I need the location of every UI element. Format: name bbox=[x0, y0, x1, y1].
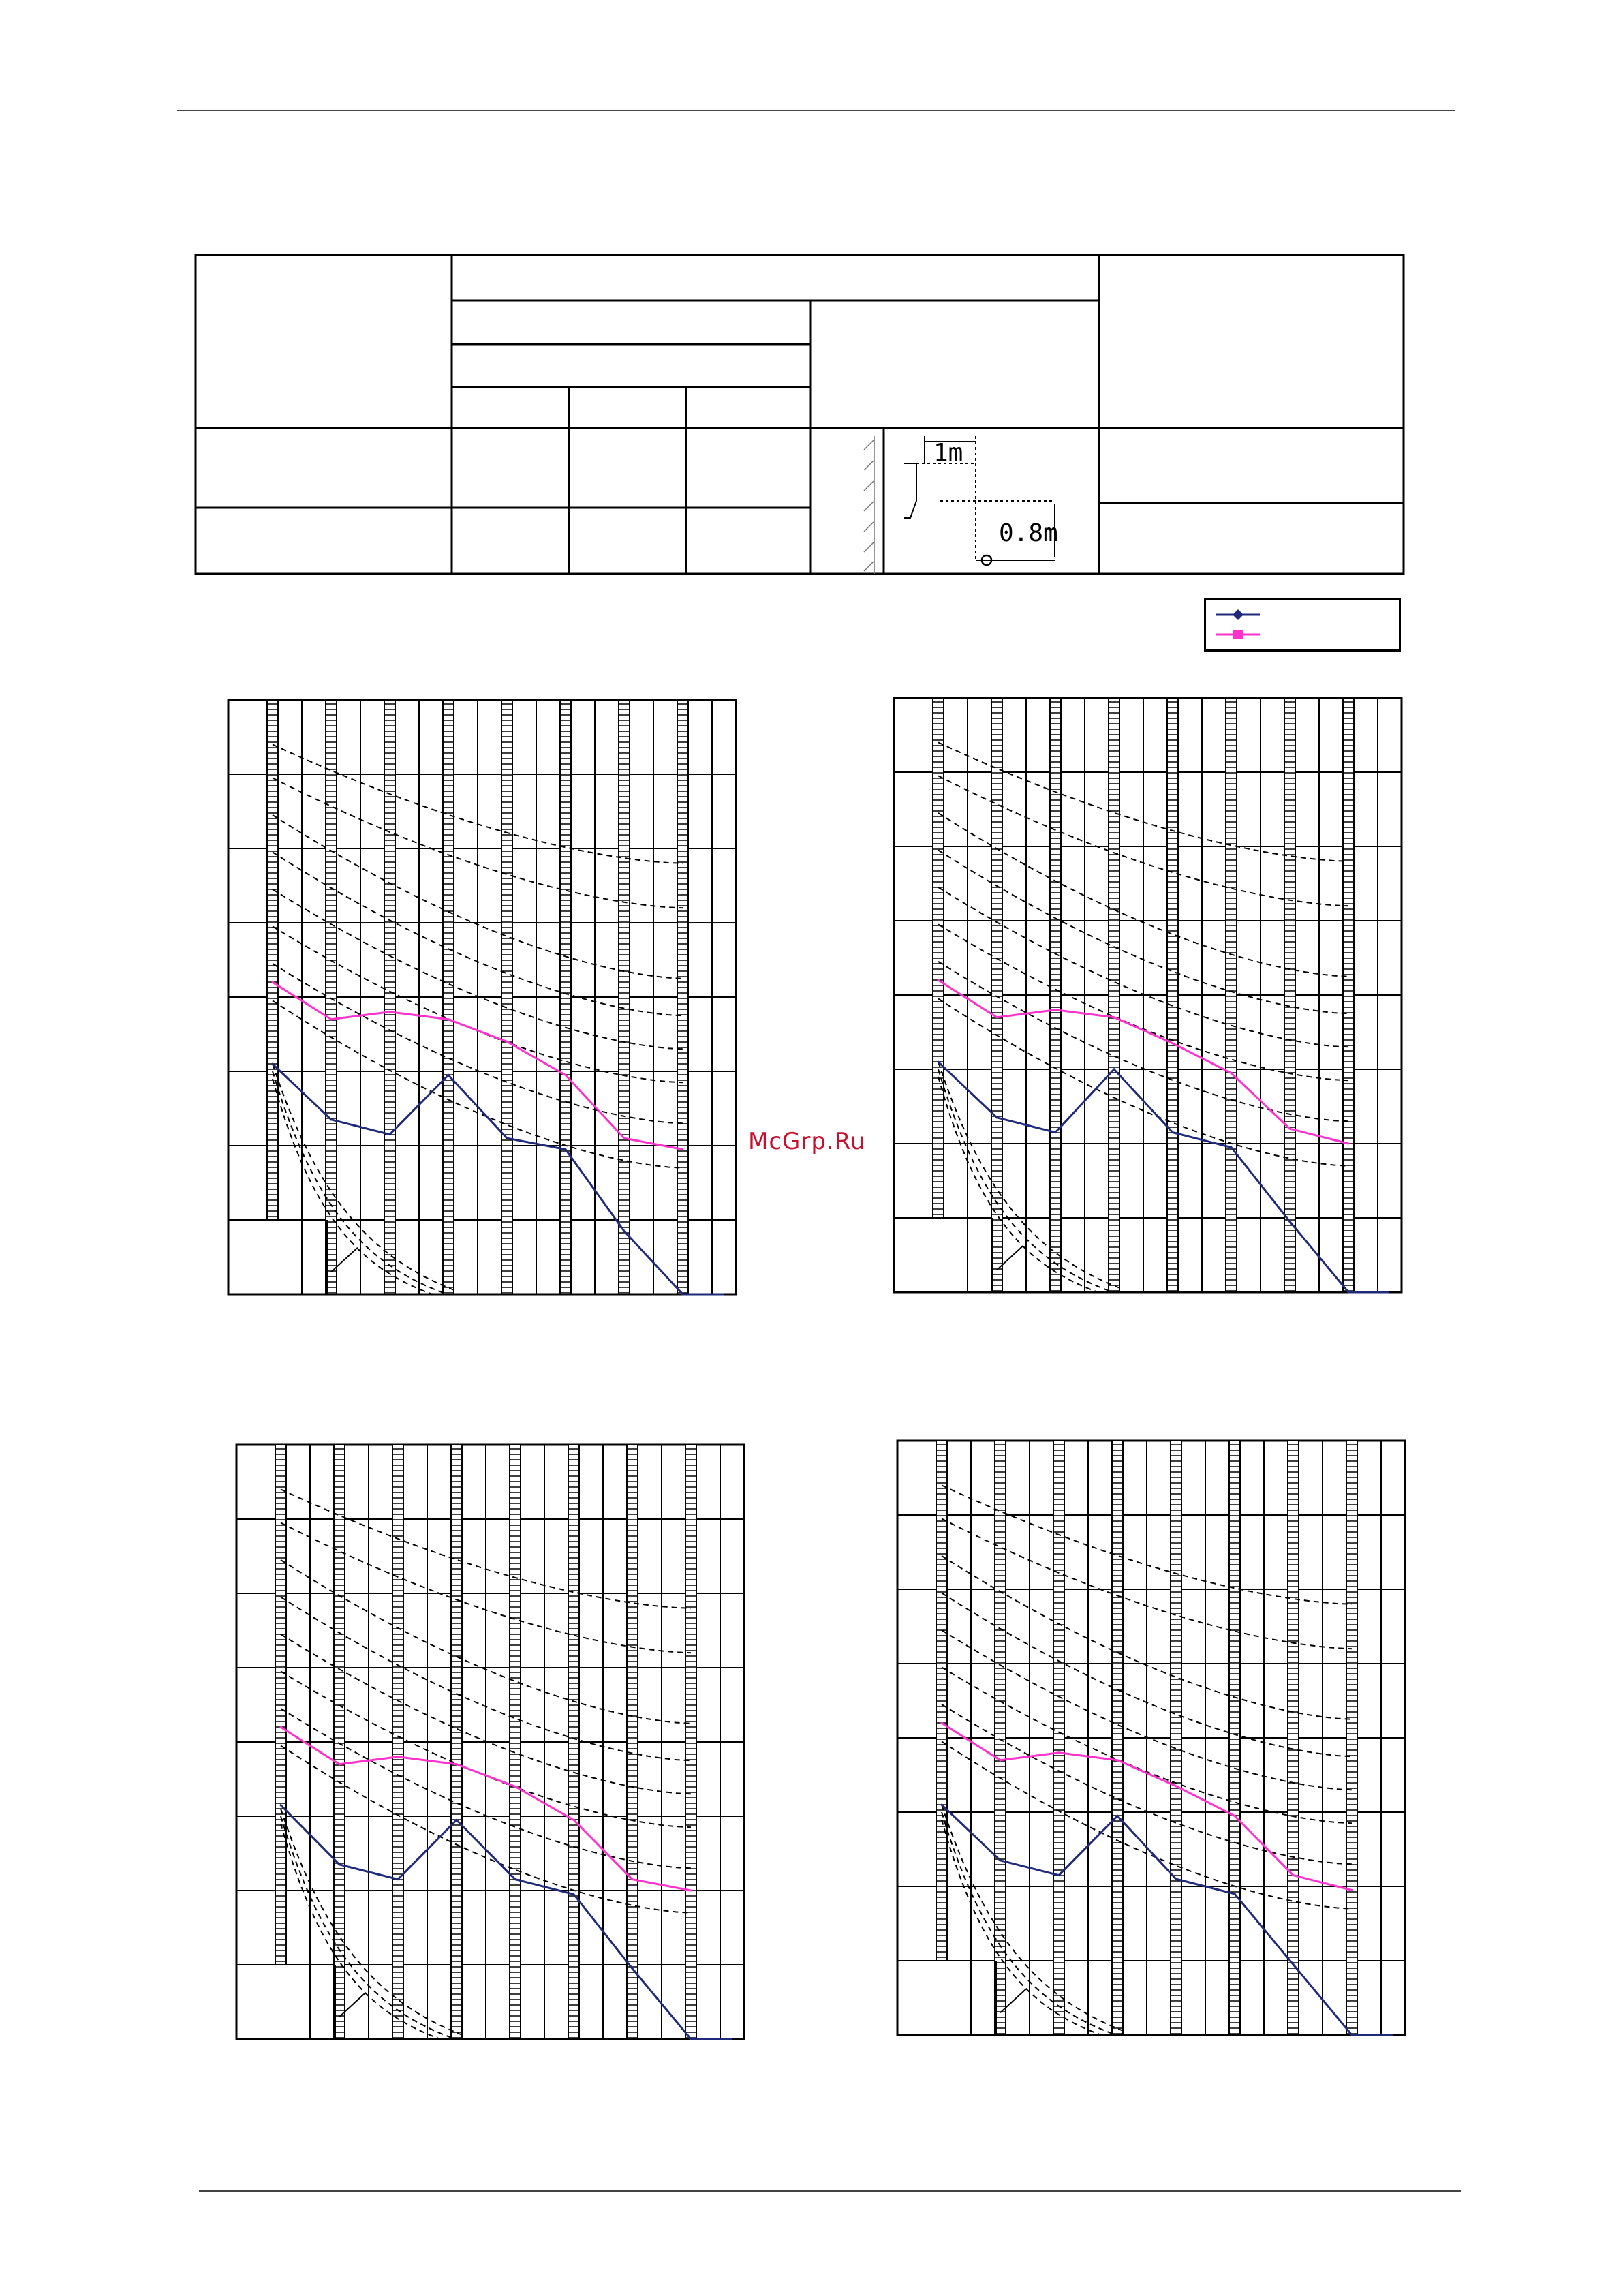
data-point bbox=[456, 1763, 458, 1765]
data-point bbox=[1000, 1859, 1002, 1861]
data-point bbox=[1234, 1815, 1236, 1817]
data-point bbox=[1117, 1759, 1119, 1761]
data-point bbox=[339, 1863, 341, 1865]
scale-column bbox=[1109, 698, 1119, 1292]
data-point bbox=[330, 1118, 333, 1120]
spec-table-border bbox=[196, 255, 1404, 574]
scale-column bbox=[568, 1445, 579, 2039]
scale-column-frame bbox=[1288, 1441, 1299, 2035]
scale-column-frame bbox=[1346, 1441, 1357, 2035]
data-point bbox=[448, 1018, 450, 1020]
scale-column-frame bbox=[1229, 1441, 1240, 2035]
data-point bbox=[632, 1878, 634, 1880]
data-point bbox=[573, 1893, 575, 1895]
data-point bbox=[456, 1819, 458, 1821]
scale-column-frame bbox=[1226, 698, 1237, 1292]
data-point bbox=[623, 1230, 625, 1232]
scale-column-frame bbox=[677, 700, 688, 1294]
scale-column-frame bbox=[384, 700, 395, 1294]
scale-column-frame bbox=[451, 1445, 462, 2039]
data-point bbox=[1113, 1069, 1115, 1071]
data-point bbox=[1175, 1785, 1177, 1787]
data-point bbox=[1234, 1893, 1236, 1895]
scale-column-frame bbox=[501, 700, 512, 1294]
data-point bbox=[565, 1148, 567, 1150]
dim-1m-label: 1m bbox=[933, 439, 963, 467]
scale-column bbox=[1050, 698, 1061, 1292]
data-point bbox=[941, 1804, 943, 1806]
data-point bbox=[573, 1819, 575, 1821]
data-point bbox=[1058, 1751, 1060, 1754]
scale-column bbox=[1229, 1441, 1240, 2035]
scale-column bbox=[560, 700, 571, 1294]
scale-column-frame bbox=[1171, 1441, 1181, 2035]
scale-column-frame bbox=[627, 1445, 638, 2039]
data-point bbox=[1348, 1291, 1350, 1294]
data-point bbox=[280, 1804, 282, 1806]
data-point bbox=[1175, 1878, 1177, 1880]
data-point bbox=[514, 1786, 516, 1788]
scale-column-frame bbox=[1167, 698, 1178, 1292]
data-point bbox=[938, 1061, 940, 1063]
data-point bbox=[272, 981, 274, 983]
scale-column-frame bbox=[1343, 698, 1354, 1292]
data-point bbox=[1351, 1889, 1353, 1891]
scale-column bbox=[451, 1445, 462, 2039]
data-point bbox=[1348, 1143, 1350, 1145]
scale-column-frame bbox=[1053, 1441, 1064, 2035]
data-point bbox=[339, 1763, 341, 1765]
data-point bbox=[1172, 1131, 1174, 1133]
scale-column-frame bbox=[510, 1445, 521, 2039]
data-point bbox=[938, 979, 940, 981]
watermark: McGrp.Ru bbox=[748, 1128, 866, 1155]
scale-column-frame bbox=[443, 700, 454, 1294]
data-point bbox=[565, 1074, 567, 1076]
data-point bbox=[682, 1148, 684, 1150]
data-point bbox=[623, 1137, 625, 1139]
scale-column-frame bbox=[619, 700, 630, 1294]
scale-column bbox=[1346, 1441, 1357, 2035]
scale-column bbox=[619, 700, 630, 1294]
data-point bbox=[389, 1133, 391, 1135]
scale-column bbox=[1226, 698, 1237, 1292]
scale-column bbox=[1053, 1441, 1064, 2035]
scale-column bbox=[1343, 698, 1354, 1292]
data-point bbox=[506, 1137, 508, 1139]
chart-panel-2 bbox=[893, 697, 1405, 1296]
scale-column bbox=[677, 700, 688, 1294]
data-point bbox=[1000, 1759, 1002, 1761]
scale-column bbox=[1167, 698, 1178, 1292]
data-point bbox=[996, 1016, 998, 1018]
scale-column bbox=[1112, 1441, 1123, 2035]
scale-column bbox=[443, 700, 454, 1294]
data-point bbox=[632, 1968, 634, 1970]
scale-column-frame bbox=[392, 1445, 403, 2039]
data-point bbox=[941, 1722, 943, 1724]
data-point bbox=[272, 1063, 274, 1065]
legend-border bbox=[1205, 600, 1400, 651]
chart-panel-3 bbox=[235, 1443, 747, 2043]
data-point bbox=[1293, 1963, 1295, 1965]
data-point bbox=[330, 1018, 333, 1020]
data-point bbox=[280, 1726, 282, 1728]
data-point bbox=[1289, 1128, 1291, 1130]
data-point bbox=[506, 1041, 508, 1043]
data-point bbox=[1231, 1072, 1233, 1074]
scale-column bbox=[384, 700, 395, 1294]
scale-column bbox=[1288, 1441, 1299, 2035]
scale-column-frame bbox=[1050, 698, 1061, 1292]
scale-column-frame bbox=[1284, 698, 1295, 1292]
data-point bbox=[1055, 1009, 1057, 1011]
data-point bbox=[1055, 1131, 1057, 1133]
data-point bbox=[448, 1074, 450, 1076]
data-point bbox=[397, 1878, 399, 1880]
data-point bbox=[1351, 2034, 1353, 2036]
legend bbox=[1204, 598, 1402, 653]
scale-column bbox=[627, 1445, 638, 2039]
spec-table bbox=[0, 0, 1623, 586]
data-point bbox=[1172, 1042, 1174, 1044]
data-point bbox=[682, 1294, 684, 1296]
data-point bbox=[1113, 1016, 1115, 1018]
data-point bbox=[690, 2038, 692, 2040]
scale-column-frame bbox=[560, 700, 571, 1294]
scale-column bbox=[1171, 1441, 1181, 2035]
data-point bbox=[690, 1890, 692, 1892]
light-fixture-outline bbox=[904, 463, 916, 518]
chart-panel-4 bbox=[896, 1439, 1408, 2039]
data-point bbox=[1231, 1146, 1233, 1148]
scale-column-frame bbox=[1109, 698, 1119, 1292]
data-point bbox=[1289, 1221, 1291, 1223]
scale-column bbox=[685, 1445, 696, 2039]
scale-column bbox=[510, 1445, 521, 2039]
scale-column bbox=[1284, 698, 1295, 1292]
data-point bbox=[996, 1116, 998, 1118]
scale-column-frame bbox=[568, 1445, 579, 2039]
data-point bbox=[1293, 1874, 1295, 1876]
data-point bbox=[514, 1878, 516, 1880]
wall-hatching bbox=[864, 436, 874, 574]
scale-column-frame bbox=[1112, 1441, 1123, 2035]
data-point bbox=[397, 1756, 399, 1758]
footer-rule bbox=[199, 2190, 1461, 2192]
data-point bbox=[1058, 1874, 1060, 1876]
scale-column-frame bbox=[685, 1445, 696, 2039]
scale-column bbox=[392, 1445, 403, 2039]
legend-series-2-square-icon bbox=[1233, 630, 1243, 639]
data-point bbox=[389, 1011, 391, 1013]
data-point bbox=[1117, 1815, 1119, 1817]
dim-08m-label: 0.8m bbox=[999, 519, 1058, 547]
chart-panel-1 bbox=[227, 699, 739, 1298]
scale-column bbox=[501, 700, 512, 1294]
